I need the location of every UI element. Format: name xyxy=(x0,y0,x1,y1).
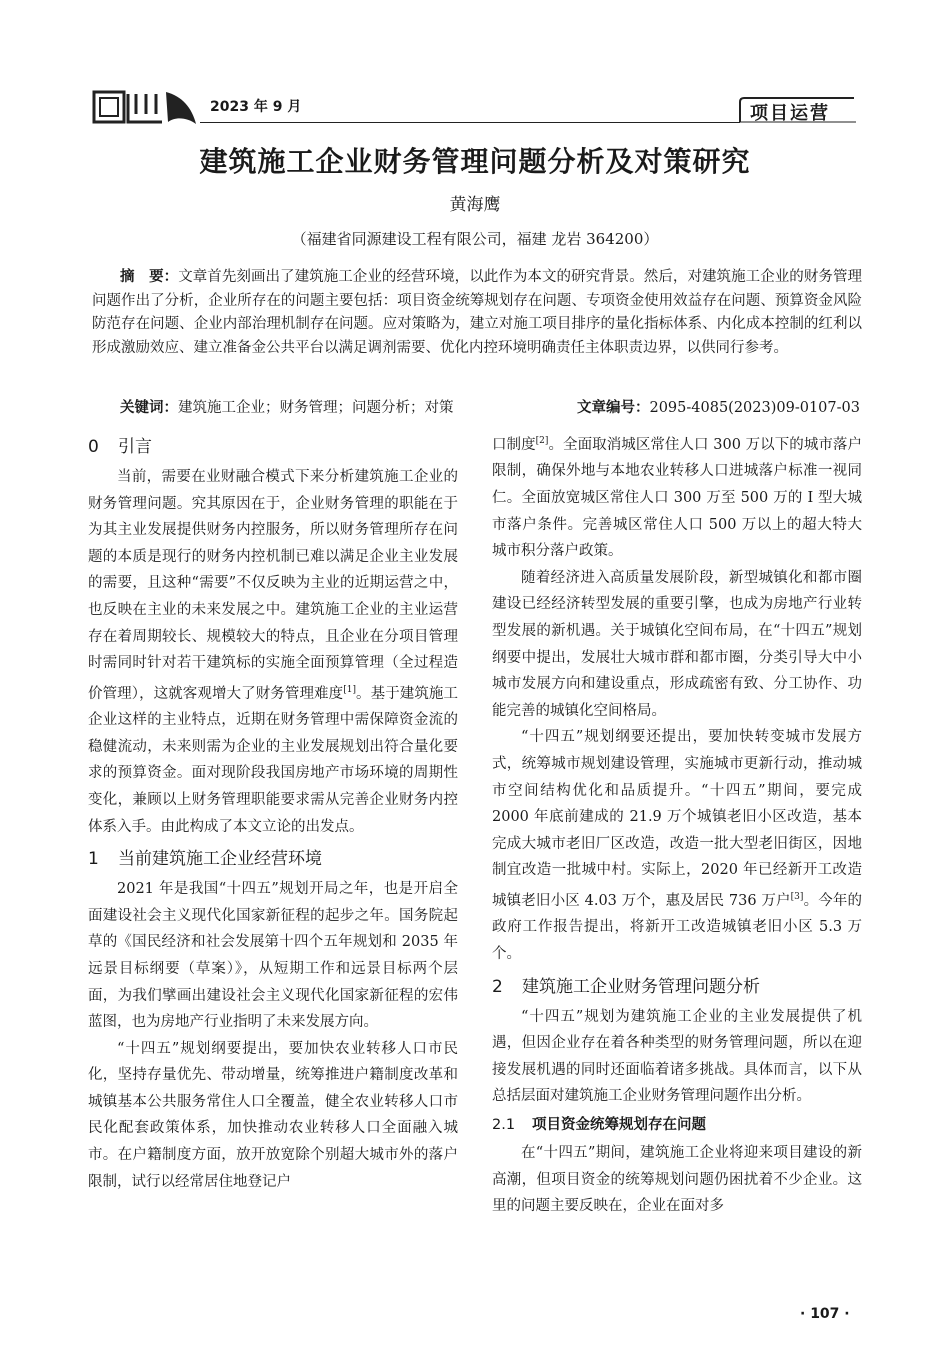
section-tag xyxy=(736,96,860,126)
citation: [2] xyxy=(535,436,549,446)
paragraph-text: 口制度 xyxy=(492,436,536,453)
section-number: 1 xyxy=(88,849,99,870)
paragraph-text: 当前，需要在业财融合模式下来分析建筑施工企业的财务管理问题。究其原因在于，企业财务管理的职能在于为其主业发展提供财务内控服务，所以财务管理所存在问题的本质是现行的财务内控机制已难以满足企业主业发展的需要，且这种“需要”不仅反映为主业的近期运营之中，也反映在主业的未来发展之中。建筑施工企业的主业运营存在着周期较长、规模较大的特点，且企业在分项目管理时需同时针对若干建筑标的实施全面预算管理（全过程造价管理），这就客观增大了财务管理难度 xyxy=(88,469,458,702)
paragraph: “十四五”规划纲要提出，要加快农业转移人口市民化，坚持存量优先、带动增量，统筹推进户籍制度改革和城镇基本公共服务常住人口全覆盖，健全农业转移人口市民化配套政策体系，加快推动农业转移人口全面融入城市。在户籍制度方面，放开放宽除个别超大城市外的落户限制，试行以经常居住地登记户 xyxy=(88,1040,458,1190)
author-affiliation: （福建省同源建设工程有限公司，福建 龙岩 364200） xyxy=(291,230,659,248)
citation: [1] xyxy=(343,684,356,695)
author-name: 黄海鹰 xyxy=(449,195,501,215)
section-heading-2 xyxy=(492,970,862,1004)
paragraph: 随着经济进入高质量发展阶段，新型城镇化和都市圈建设已经经济转型发展的重要引擎，也成为房地产行业转型发展的新机遇。关于城镇化空间布局，在“十四五”规划纲要中提出，发展壮大城市群和都市圈，分类引导大中小城市发展方向和建设重点，形成疏密有致、分工协作、功能完善的城镇化空间格局。 xyxy=(492,569,862,719)
body-column-right xyxy=(492,428,862,1220)
article-number-label: 文章编号： xyxy=(576,400,650,416)
abstract xyxy=(92,266,862,360)
journal-logo xyxy=(92,88,200,128)
paragraph: 在“十四五”期间，建筑施工企业将迎来项目建设的新高潮，但项目资金的统筹规划问题仍困扰着不少企业。这里的问题主要反映在，企业在面对多 xyxy=(492,1144,862,1215)
keywords-text: 建筑施工企业；财务管理；问题分析；对策 xyxy=(178,400,454,416)
paragraph-text: 。全面取消城区常住人口 300 万以下的城市落户限制，确保外地与本地农业转移人口进城落户标准一视同仁。全面放宽城区常住人口 300 万至 500 万的 I 型大城市落户条件。完善城区常住人口 500 万以上的超大特大城市积分落户政策。 xyxy=(492,436,862,560)
subsection-heading-2-1 xyxy=(492,1112,862,1138)
paragraph xyxy=(492,428,862,565)
header-rule xyxy=(200,122,740,123)
subsection-title: 项目资金统筹规划存在问题 xyxy=(532,1116,706,1133)
journal-logo-icon xyxy=(92,88,200,128)
section-tag-label: 项目运营 xyxy=(750,103,830,124)
body-column-left xyxy=(88,428,458,1195)
page-number: · 107 · xyxy=(800,1306,850,1322)
citation: [3] xyxy=(790,891,804,902)
issue-date: 2023 年 9 月 xyxy=(210,99,302,115)
paragraph-text: “十四五”规划纲要还提出，要加快转变城市发展方式，统筹城市规划建设管理，实施城市更新行动，推动城市空间结构优化和品质提升。“十四五”期间，要完成 2000 年底前建成的 21.9 万个城镇老旧小区改造，基本完成大城市老旧厂区改造，改造一批大型老旧街区，因地制宜改造一批城中村。实际上，2020 年已经新开工改造城镇老旧小区 4.03 万个，惠及居民 736 万户 xyxy=(492,729,862,909)
section-title: 建筑施工企业财务管理问题分析 xyxy=(522,976,760,997)
paragraph xyxy=(88,464,458,840)
section-title: 引言 xyxy=(118,437,152,457)
section-title: 当前建筑施工企业经营环境 xyxy=(118,849,322,870)
paragraph: “十四五”规划为建筑施工企业的主业发展提供了机遇，但因企业存在着各种类型的财务管理问题，所以在迎接发展机遇的同时还面临着诸多挑战。具体而言，以下从总括层面对建筑施工企业财务管理问题作出分析。 xyxy=(492,1008,862,1105)
paragraph: 2021 年是我国“十四五”规划开局之年，也是开启全面建设社会主义现代化国家新征程的起步之年。国务院起草的《国民经济和社会发展第十四个五年规划和 2035 年远景目标纲要（草案）》，从短期工作和远景目标两个层面，为我们擘画出建设社会主义现代化国家新征程的宏伟蓝图，也为房地产行业指明了未来发展方向。 xyxy=(88,881,458,1031)
paragraph-text: 。今年的政府工作报告提出，将新开工改造城镇老旧小区 5.3 万个。 xyxy=(492,892,863,962)
article-number-text: 2095-4085(2023)09-0107-03 xyxy=(649,400,860,416)
section-number: 2 xyxy=(492,976,503,997)
subsection-number: 2.1 xyxy=(492,1116,516,1133)
article-title: 建筑施工企业财务管理问题分析及对策研究 xyxy=(199,145,751,178)
keywords-label: 关键词： xyxy=(120,400,178,416)
abstract-text: 文章首先刻画出了建筑施工企业的经营环境，以此作为本文的研究背景。然后，对建筑施工企业的财务管理问题作出了分析，企业所存在的问题主要包括：项目资金统筹规划存在问题、专项资金使用效益存在问题、预算资金风险防范存在问题、企业内部治理机制存在问题。应对策略为，建立对施工项目排序的量化指标体系、内化成本控制的红利以形成激励效应、建立准备金公共平台以满足调剂需要、优化内控环境明确责任主体职责边界，以供同行参考。 xyxy=(92,269,862,356)
paragraph-text: 。基于建筑施工企业这样的主业特点，近期在财务管理中需保障资金流的稳健流动，未来则需为企业的主业发展规划出符合量化要求的预算资金。面对现阶段我国房地产市场环境的周期性变化，兼顾以上财务管理职能要求需从完善企业财务内控体系入手。由此构成了本文立论的出发点。 xyxy=(88,685,459,835)
keywords xyxy=(120,396,454,417)
section-heading-1 xyxy=(88,842,458,876)
section-heading-0 xyxy=(88,430,458,464)
article-number xyxy=(577,396,860,417)
abstract-label: 摘 要： xyxy=(120,269,179,285)
section-number: 0 xyxy=(88,437,99,457)
paragraph xyxy=(492,724,862,967)
